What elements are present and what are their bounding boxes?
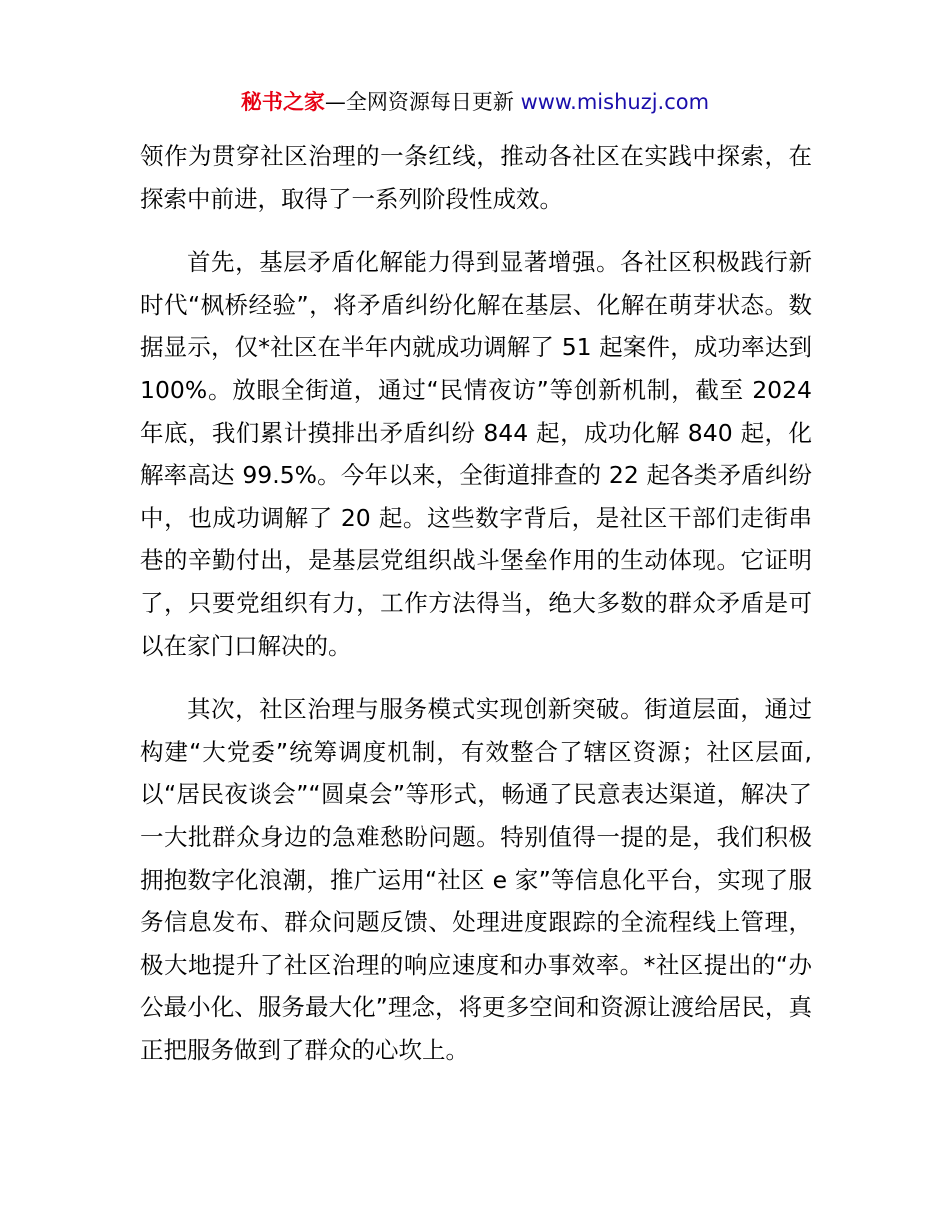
site-header — [0, 86, 950, 118]
paragraph-service-innovation: 其次，社区治理与服务模式实现创新突破。街道层面，通过构建“大党委”统筹调度机制，有效整合了辖区资源；社区层面,以“居民夜谈会”“圆桌会”等形式，畅通了民意表达渠道，解决了一大批群众身边的急难愁盼问题。特别值得一提的是，我们积极拥抱数字化浪潮，推广运用“社区 e 家”等信息化平台，实现了服务信息发布、群众问题反馈、处理进度跟踪的全流程线上管理，极大地提升了社区治理的响应速度和办事效率。*社区提出的“办公最小化、服务最大化”理念，将更多空间和资源让渡给居民，真正把服务做到了群众的心坎上。 — [140, 695, 812, 1064]
document-body — [140, 135, 812, 1092]
brand-name: 秘书之家 — [240, 90, 325, 114]
paragraph-conflict-resolution: 首先，基层矛盾化解能力得到显著增强。各社区积极践行新时代“枫桥经验”，将矛盾纠纷化解在基层、化解在萌芽状态。数据显示，仅*社区在半年内就成功调解了 51 起案件，成功率达到 100%。放眼全街道，通过“民情夜访”等创新机制，截至 2024 年底，我们累计摸排出矛盾纠纷 844 起，成功化解 840 起，化解率高达 99.5%。今年以来，全街道排查的 22 起各类矛盾纠纷中，也成功调解了 20 起。这些数字背后，是社区干部们走街串巷的辛勤付出，是基层党组织战斗堡垒作用的生动体现。它证明了，只要党组织有力，工作方法得当，绝大多数的群众矛盾是可以在家门口解决的。 — [140, 248, 812, 660]
header-slogan: —全网资源每日更新 — [324, 90, 514, 114]
paragraph-continuation: 领作为贯穿社区治理的一条红线，推动各社区在实践中探索，在探索中前进，取得了一系列阶段性成效。 — [140, 142, 812, 213]
site-url-link[interactable]: www.mishuzj.com — [520, 90, 710, 114]
